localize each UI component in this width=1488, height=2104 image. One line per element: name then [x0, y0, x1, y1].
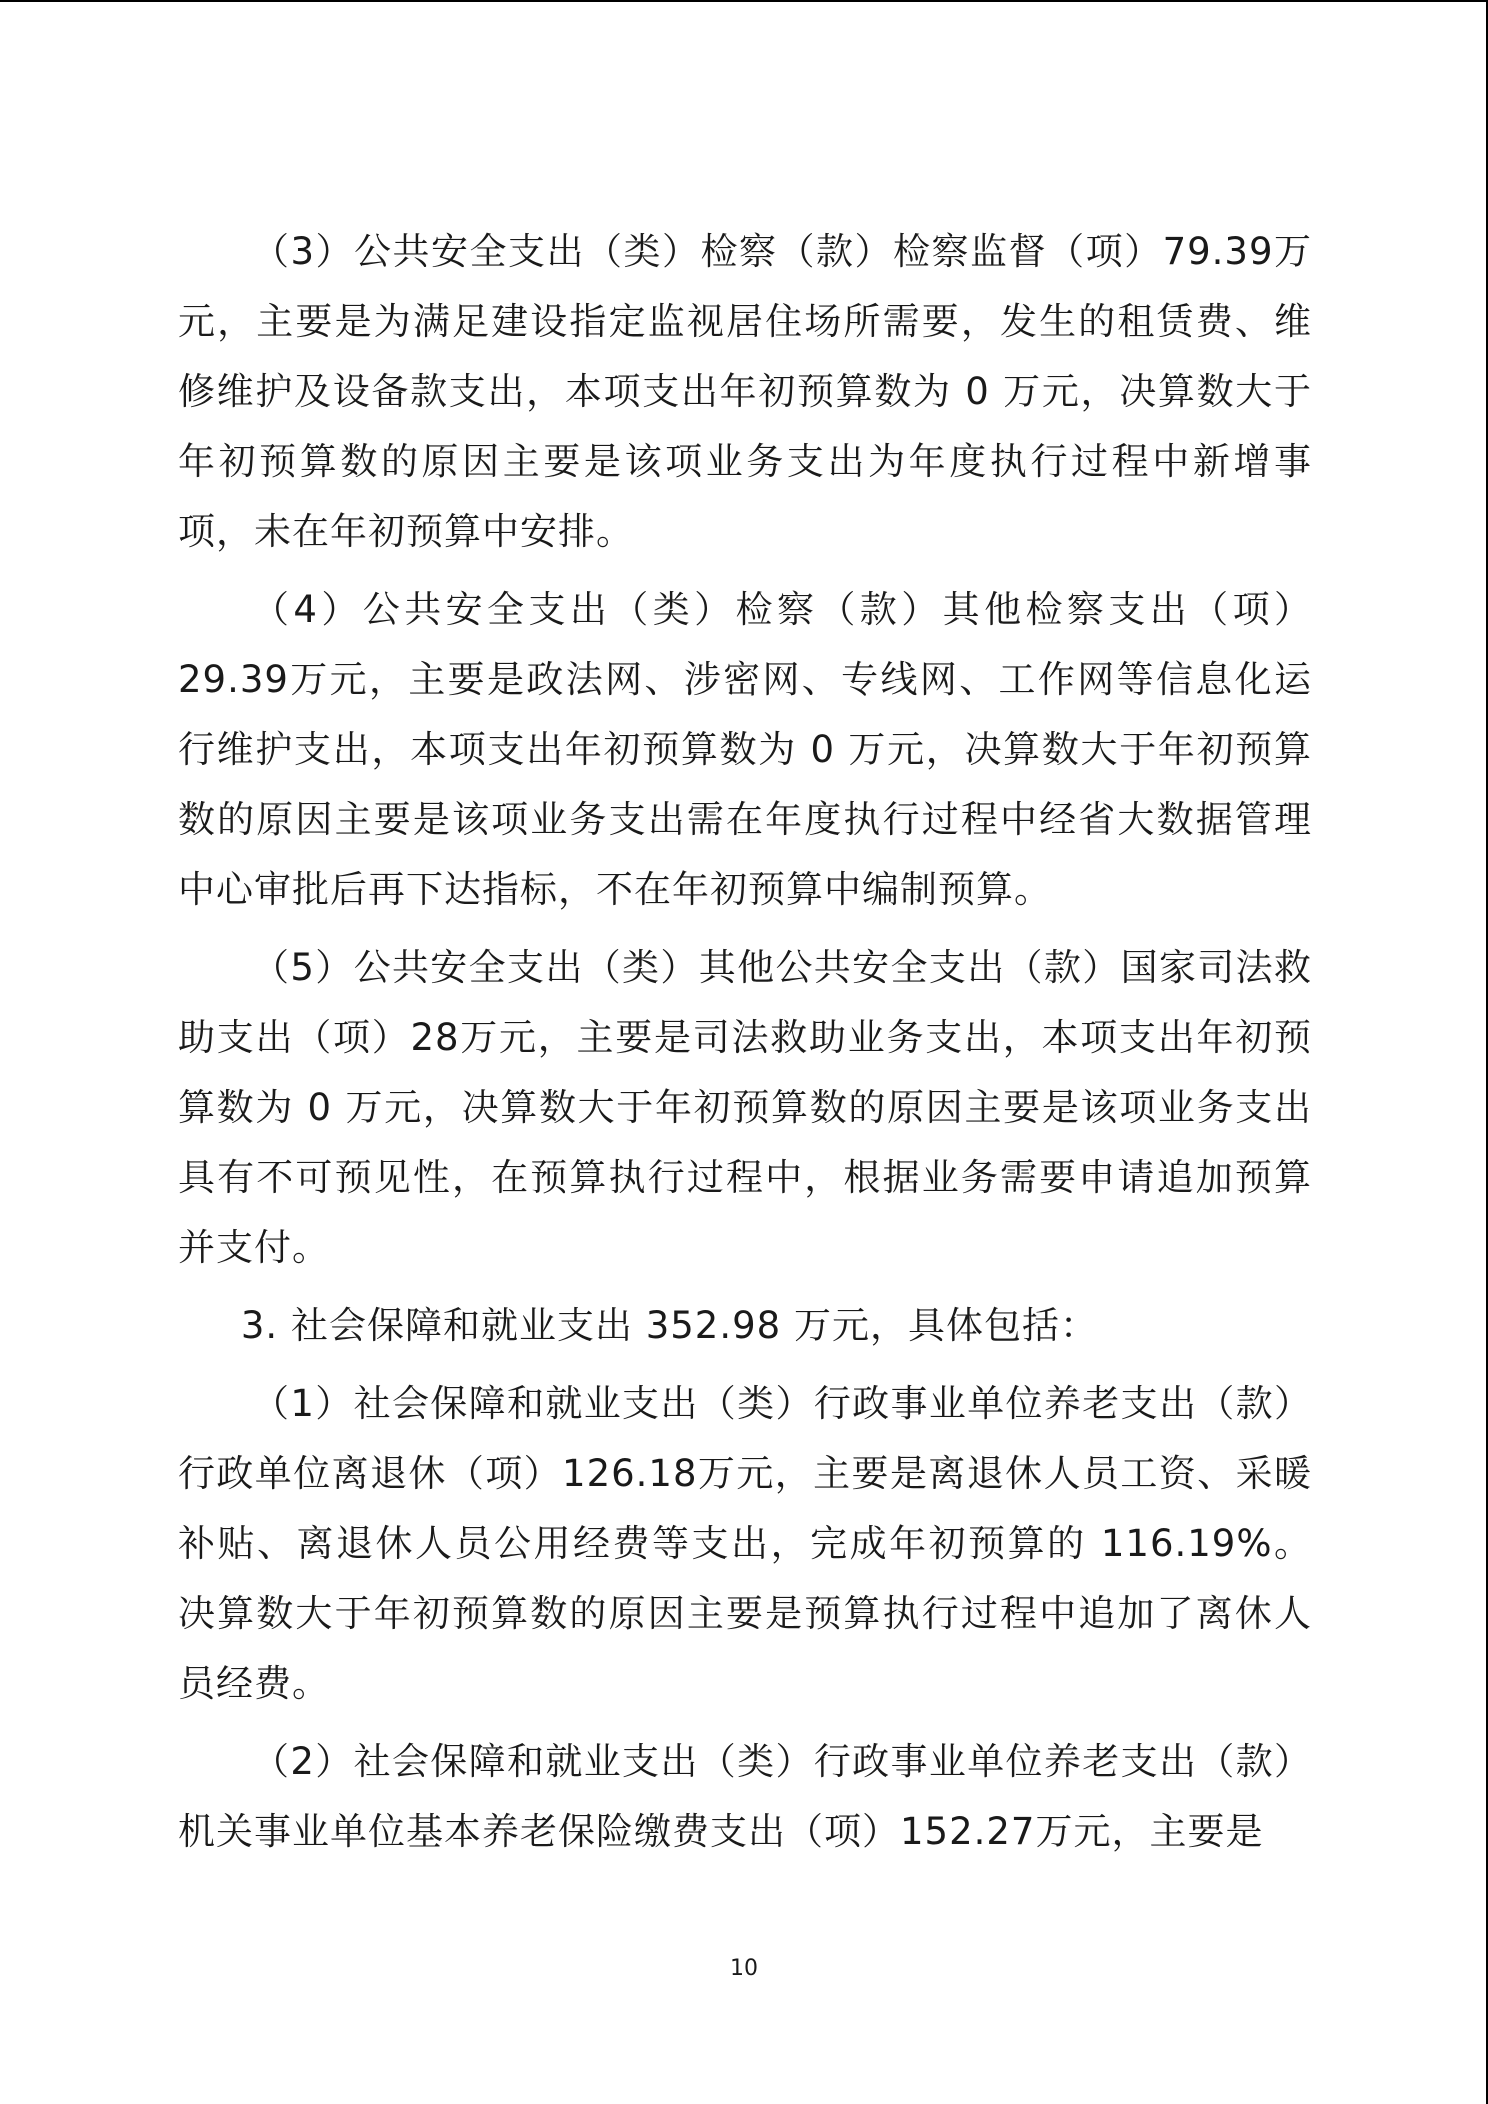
paragraph-public-security-supervision: （3）公共安全支出（类）检察（款）检察监督（项）79.39万元，主要是为满足建设指定监视居住场所需要，发生的租赁费、维修维护及设备款支出，本项支出年初预算数为 0 万元，决算数大于年初预算数的原因主要是该项业务支出为年度执行过程中新增事项，未在年初预算中安排。 — [178, 230, 1312, 553]
paragraph-judicial-assistance: （5）公共安全支出（类）其他公共安全支出（款）国家司法救助支出（项）28万元，主要是司法救助业务支出，本项支出年初预算数为 0 万元，决算数大于年初预算数的原因主要是该项业务支出具有不可预见性，在预算执行过程中，根据业务需要申请追加预算并支付。 — [178, 946, 1312, 1269]
paragraph-public-security-other-procuratorate: （4）公共安全支出（类）检察（款）其他检察支出（项）29.39万元，主要是政法网、涉密网、专线网、工作网等信息化运行维护支出，本项支出年初预算数为 0 万元，决算数大于年初预算数的原因主要是该项业务支出需在年度执行过程中经省大数据管理中心审批后再下达指标，不在年初预算中编制预算。 — [178, 588, 1312, 911]
section-heading-social-security: 3. 社会保障和就业支出 352.98 万元，具体包括： — [240, 1304, 1098, 1347]
paragraph-pension-insurance: （2）社会保障和就业支出（类）行政事业单位养老支出（款）机关事业单位基本养老保险缴费支出（项）152.27万元，主要是 — [178, 1740, 1312, 1853]
document-body — [178, 217, 1312, 1875]
page-number: 10 — [730, 1956, 758, 1981]
paragraph-retirement-expenses: （1）社会保障和就业支出（类）行政事业单位养老支出（款）行政单位离退休（项）126.18万元，主要是离退休人员工资、采暖补贴、离退休人员公用经费等支出，完成年初预算的 116.19%。决算数大于年初预算数的原因主要是预算执行过程中追加了离休人员经费。 — [178, 1382, 1312, 1705]
